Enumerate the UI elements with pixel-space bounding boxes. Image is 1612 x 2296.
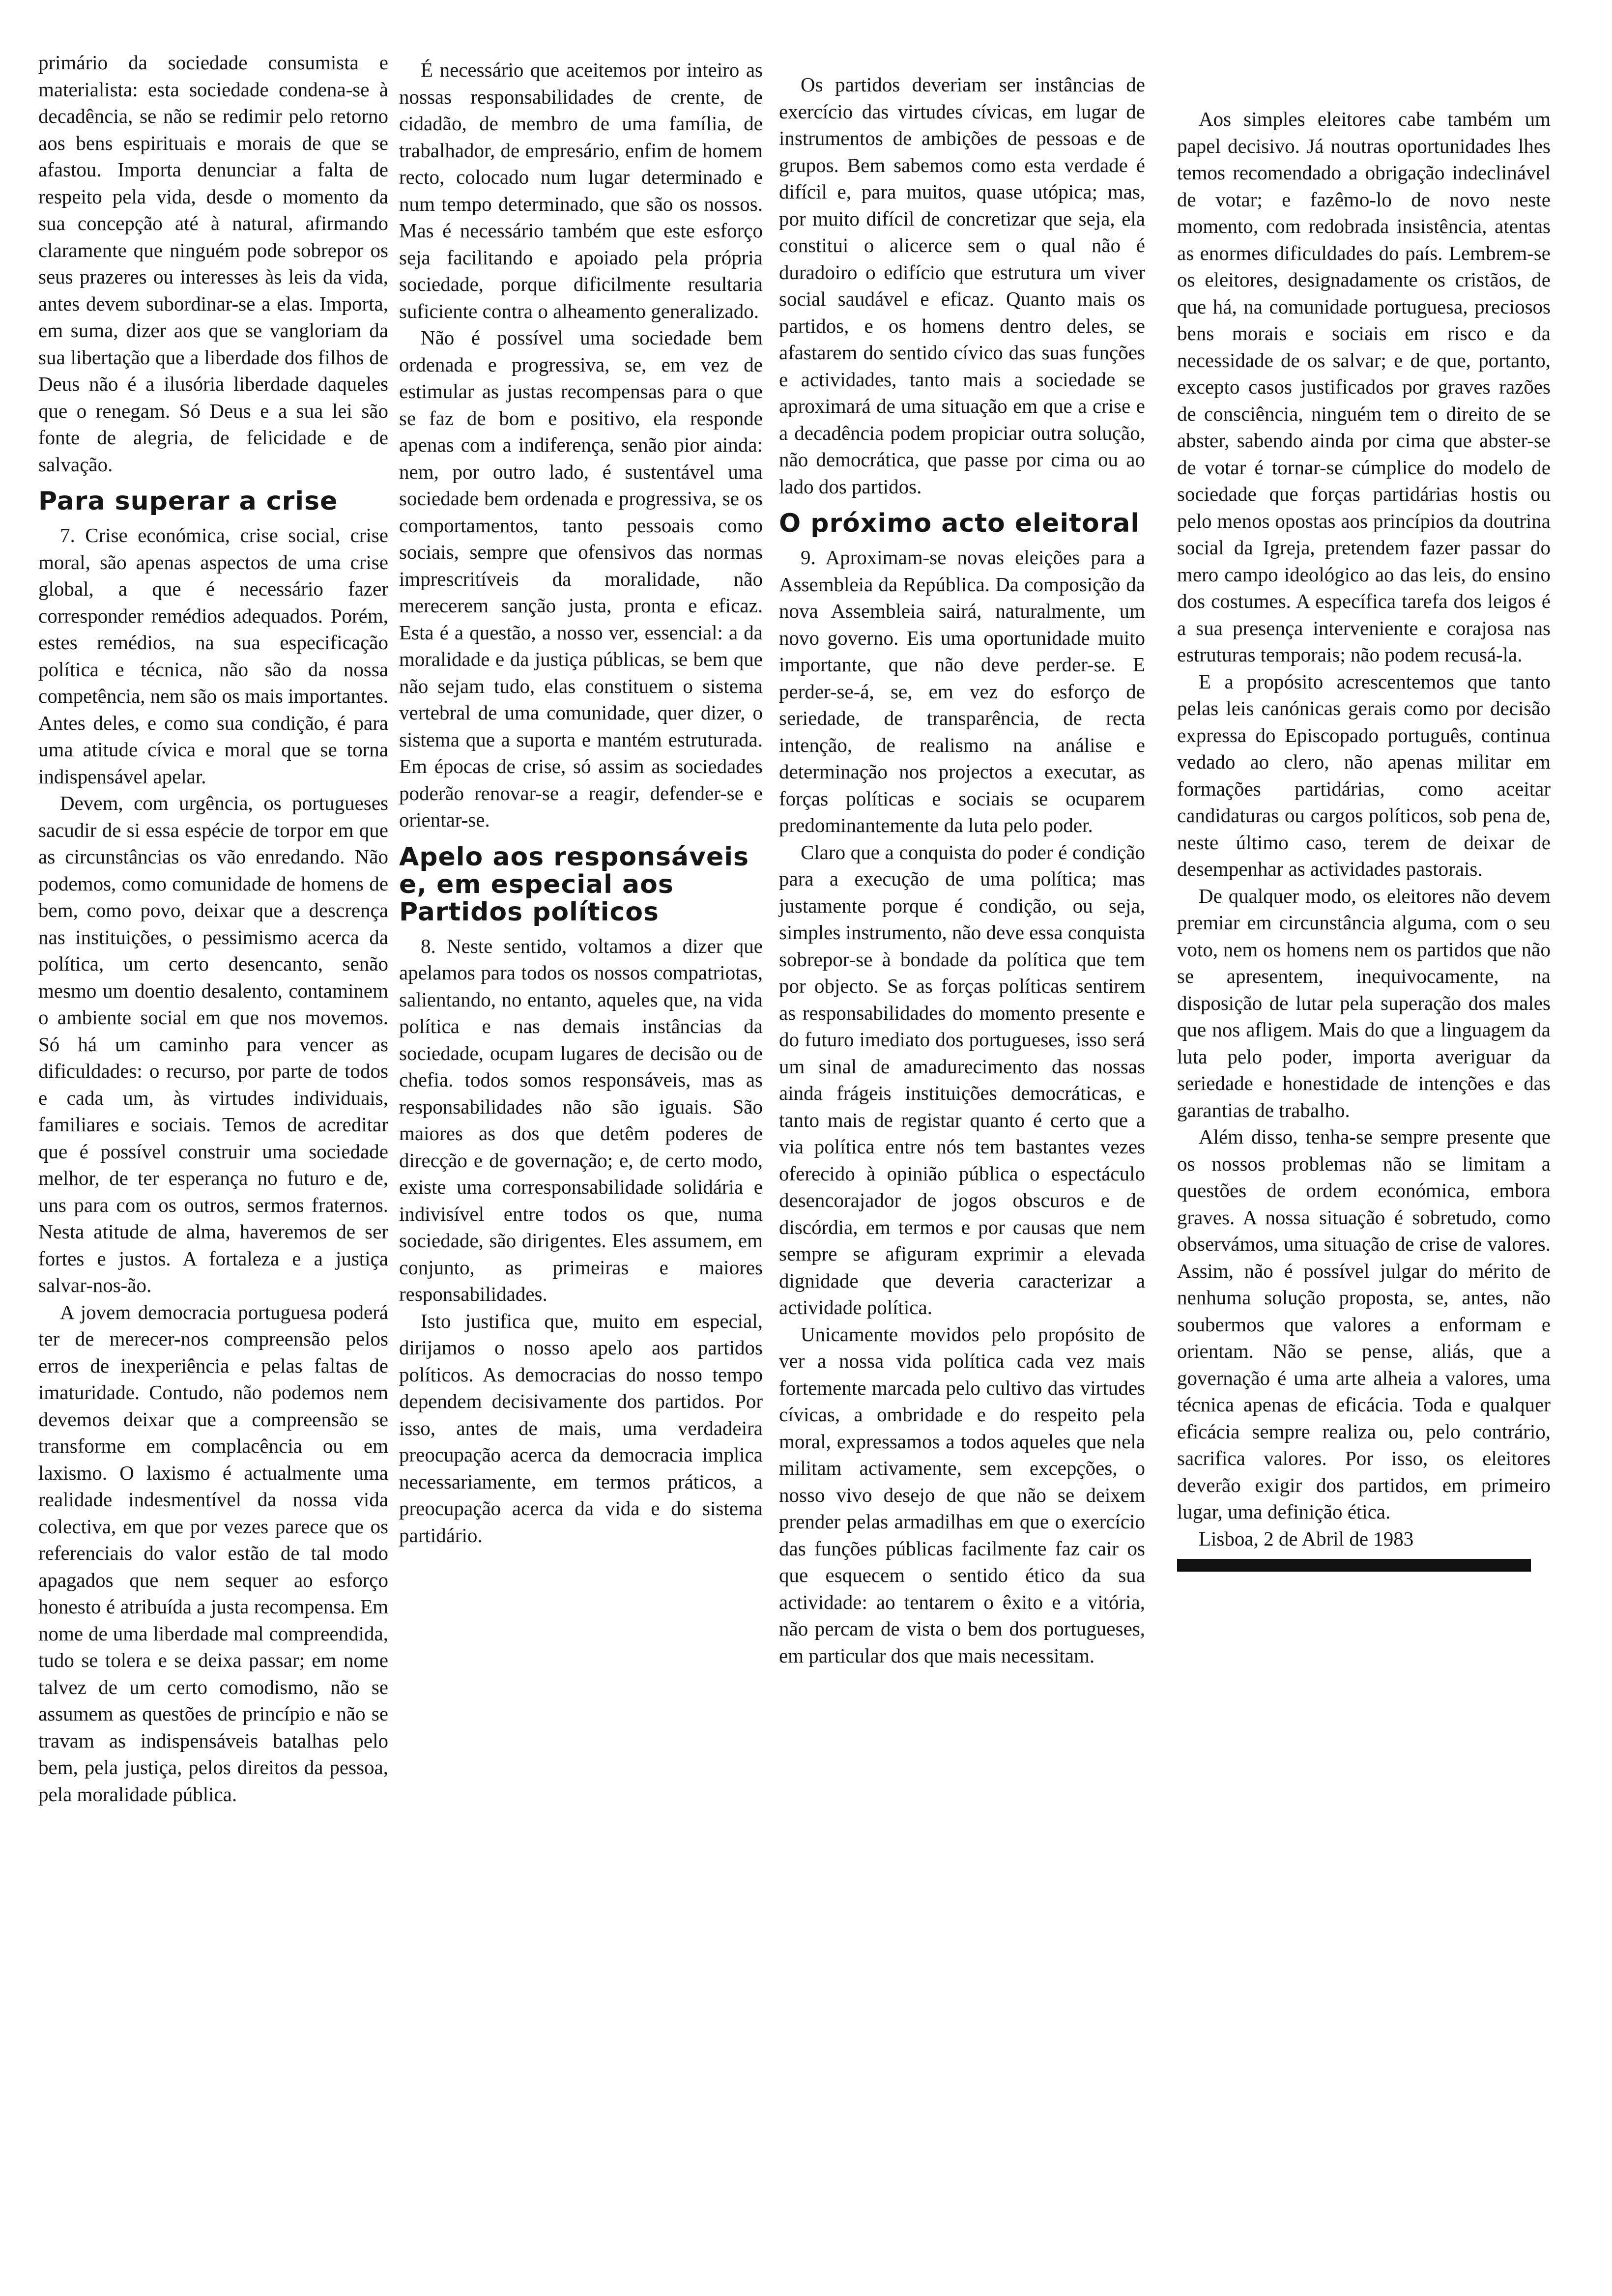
signature-place-date: Lisboa, 2 de Abril de 1983 <box>1199 1527 1414 1550</box>
paragraph: A jovem democracia portuguesa poderá ter de merecer-nos compreensão pelos erros de inexperiência e pelas faltas de imaturidade. Contudo, não podemos nem devemos deixar que a compreensão se transforme em complacência ou em laxismo. O laxismo é actualmente uma realidade indesmentível da nossa vida colectiva, em que por vezes parece que os referenciais do valor estão de tal modo apagados que nem sequer ao esforço honesto é atribuída a justa recompensa. Em nome de uma liberdade mal compreendida, tudo se tolera e se deixa passar; em nome talvez de um certo comodismo, não se assumem as questões de princípio e não se travam as indispensáveis batalhas pelo bem, pela justiça, pelos direitos da pessoa, pela moralidade pública. <box>38 1300 388 1806</box>
column-1 <box>38 49 388 1808</box>
paragraph: Unicamente movidos pelo propósito de ver a nossa vida política cada vez mais fortemente marcada pelo cultivo das virtudes cívicas, a ombridade e do respeito pela moral, expressamos a todos aqueles que nela militam activamente, sem excepções, o nosso vivo desejo de que não se deixem prender pelas armadilhas em que o exercício das funções públicas facilmente faz cair os que esquecem o sentido ético da sua actividade: ao tentarem o êxito e a vitória, não percam de vista o bem dos portugueses, em particular dos que mais necessitam. <box>779 1322 1145 1667</box>
column-2 <box>399 57 763 1549</box>
paragraph: primário da sociedade consumista e materialista: esta sociedade condena-se à decadência, se não se redimir pelo retorno aos bens espirituais e morais de que se afastou. Importa denunciar a falta de respeito pela vida, desde o momento da sua concepção até à natural, afirmando claramente que ninguém pode sobrepor os seus prazeres ou interesses às leis da vida, antes devem subordinar-se a elas. Importa, em suma, dizer aos que se vangloriam da sua libertação que a liberdade dos filhos de Deus não é a ilusória liberdade daqueles que o renegam. Só Deus e a sua lei são fonte de alegria, de felicidade e de salvação. <box>38 51 388 476</box>
paragraph: Isto justifica que, muito em especial, dirijamos o nosso apelo aos partidos políticos. As democracias do nosso tempo dependem decisivamente dos partidos. Por isso, antes de mais, uma verdadeira preocupação acerca da democracia implica necessariamente, em termos práticos, a preocupação acerca da vida e do sistema partidário. <box>399 1309 763 1547</box>
paragraph: E a propósito acrescentemos que tanto pelas leis canónicas gerais como por decisão expressa do Episcopado português, continua vedado ao clero, não apenas militar em formações partidárias, como aceitar candidaturas ou cargos políticos, sob pena de, neste último caso, terem de deixar de desempenhar as actividades pastorais. <box>1177 670 1551 880</box>
closing-rule <box>1177 1559 1531 1572</box>
paragraph: 9. Aproximam-se novas eleições para a Assembleia da República. Da composição da nova Assembleia sairá, naturalmente, um novo governo. Eis uma oportunidade muito importante, que não deve perder-se. E perder-se-á, se, em vez do esforço de seriedade, de transparência, de recta intenção, de realismo na análise e determinação nos projectos a executar, as forças políticas e sociais se ocuparem predominantemente da luta pelo poder. <box>779 546 1145 836</box>
section-heading-apelo: Apelo aos responsáveis e, em especial aos Partidos políticos <box>399 842 749 927</box>
column-4 <box>1177 106 1551 1572</box>
paragraph: Não é possível uma sociedade bem ordenada e progressiva, se, em vez de estimular as justas recompensas para o que se faz de bom e positivo, ela responde apenas com a indiferença, senão pior ainda: nem, por outro lado, é sustentável uma sociedade bem ordenada e progressiva, se os comportamentos, tanto pessoais como sociais, sempre que ofensivos das normas imprescritíveis da moralidade, não merecerem sanção justa, pronta e eficaz. Esta é a questão, a nosso ver, essencial: a da moralidade e da justiça públicas, se bem que não sejam tudo, elas constituem o sistema vertebral de uma comunidade, quer dizer, o sistema que a suporta e mantém estruturada. Em épocas de crise, só assim as sociedades poderão renovar-se a reagir, defender-se e orientar-se. <box>399 326 763 831</box>
paragraph: 8. Neste sentido, voltamos a dizer que apelamos para todos os nossos compatriotas, salientando, no entanto, aqueles que, na vida política e nas demais instâncias da sociedade, ocupam lugares de decisão ou de chefia. todos somos responsáveis, mas as responsabilidades não são iguais. São maiores as dos que detêm poderes de direcção e de governação; e, de certo modo, existe uma corresponsabilidade solidária e indivisível entre todos os que, numa sociedade, são dirigentes. Eles assumem, em conjunto, as primeiras e maiores responsabilidades. <box>399 934 763 1305</box>
paragraph: Aos simples eleitores cabe também um papel decisivo. Já noutras oportunidades lhes temos recomendado a obrigação indeclinável de votar; e fazêmo-lo de novo neste momento, com redobrada insistência, atentas as enormes dificuldades do país. Lembrem-se os eleitores, designadamente os cristãos, de que há, na comunidade portuguesa, preciosos bens morais e sociais em risco e da necessidade de os salvar; e de que, portanto, excepto casos justificados por graves razões de consciência, ninguém tem o direito de se abster, sabendo ainda por cima que abster-se de votar é tornar-se cúmplice do modelo de sociedade que forças partidárias hostis ou pelo menos opostas aos princípios da doutrina social da Igreja, pretendem fazer passar do mero campo ideológico ao das leis, do ensino dos costumes. A específica tarefa dos leigos é a sua presença interveniente e corajosa nas estruturas temporais; não podem recusá-la. <box>1177 108 1551 666</box>
paragraph: Devem, com urgência, os portugueses sacudir de si essa espécie de torpor em que as circunstâncias os vão enredando. Não podemos, como comunidade de homens de bem, como povo, deixar que a descrença nas instituições, o pessimismo acerca da política, um certo desencanto, senão mesmo um doentio desalento, contaminem o ambiente social em que nos movemos. Só há um caminho para vencer as dificuldades: o recurso, por parte de todos e cada um, às virtudes individuais, familiares e sociais. Temos de acreditar que é possível construir uma sociedade melhor, de ter esperança no futuro e de, uns para com os outros, sermos fraternos. Nesta atitude de alma, haveremos de ser fortes e justos. A fortaleza e a justiça salvar-nos-ão. <box>38 792 388 1296</box>
section-heading-proximo-acto-eleitoral: O próximo acto eleitoral <box>779 509 1140 538</box>
column-3 <box>779 71 1145 1669</box>
paragraph: 7. Crise económica, crise social, crise moral, são apenas aspectos de uma crise global, a que é necessário fazer corresponder remédios adequados. Porém, estes remédios, na sua especificação política e técnica, não são da nossa competência, nem são os mais importantes. Antes deles, e como sua condição, é para uma atitude cívica e moral que se torna indispensável apelar. <box>38 524 388 788</box>
paragraph: De qualquer modo, os eleitores não devem premiar em circunstância alguma, com o seu voto, nem os homens nem os partidos que não se apresentem, inequivocamente, na disposição de lutar pela superação dos males que nos afligem. Mais do que a linguagem da luta pelo poder, importa averiguar da seriedade e honestidade de intenções e das garantias de trabalho. <box>1177 884 1551 1121</box>
paragraph: Claro que a conquista do poder é condição para a execução de uma política; mas justamente porque é condição, ou seja, simples instrumento, não deve essa conquista sobrepor-se à bondade da política que tem por objecto. Se as forças políticas sentirem as responsabilidades do momento presente e do futuro imediato dos portugueses, isso será um sinal de amadurecimento das nossas ainda frágeis instituições democráticas, e tanto mais de registar quanto é certo que a via política entre nós tem bastantes vezes oferecido à opinião pública o espectáculo desencorajador de jogos obscuros e de discórdia, em termos e por causas que nem sempre se afiguram exprimir a elevada dignidade que deveria caracterizar a actividade política. <box>779 840 1145 1319</box>
paragraph: É necessário que aceitemos por inteiro as nossas responsabilidades de crente, de cidadão, de membro de uma família, de trabalhador, de empresário, enfim de homem recto, colocado num lugar determinado e num tempo determinado, que são os nossos. Mas é necessário também que este esforço seja facilitando e apoiado pela própria sociedade, porque dificilmente resultaria suficiente contra o alheamento generalizado. <box>399 58 763 322</box>
paragraph: Além disso, tenha-se sempre presente que os nossos problemas não se limitam a questões de ordem económica, embora graves. A nossa situação é sobretudo, como observámos, uma situação de crise de valores. Assim, não é possível julgar do mérito de nenhuma solução proposta, se, antes, não soubermos que valores a enformam e orientam. Não se pense, aliás, que a governação é uma arte alheia a valores, uma técnica apenas de eficácia. Toda e qualquer eficácia sempre realiza ou, pelo contrário, sacrifica valores. Por isso, os eleitores deverão exigir dos partidos, em primeiro lugar, uma definição ética. <box>1177 1125 1551 1523</box>
section-heading-para-superar-a-crise: Para superar a crise <box>38 487 338 516</box>
paragraph: Os partidos deveriam ser instâncias de exercício das virtudes cívicas, em lugar de instrumentos de ambições de pessoas e de grupos. Bem sabemos como esta verdade é difícil e, para muitos, quase utópica; mas, por muito difícil de concretizar que seja, ela constitui o alicerce sem o qual não é duradoiro o edifício que estrutura um viver social saudável e eficaz. Quanto mais os partidos, e os homens dentro deles, se afastarem do sentido cívico das suas funções e actividades, tanto mais a sociedade se aproximará de uma situação em que a crise e a decadência podem propiciar outra solução, não democrática, que passe por cima ou ao lado dos partidos. <box>779 73 1145 498</box>
